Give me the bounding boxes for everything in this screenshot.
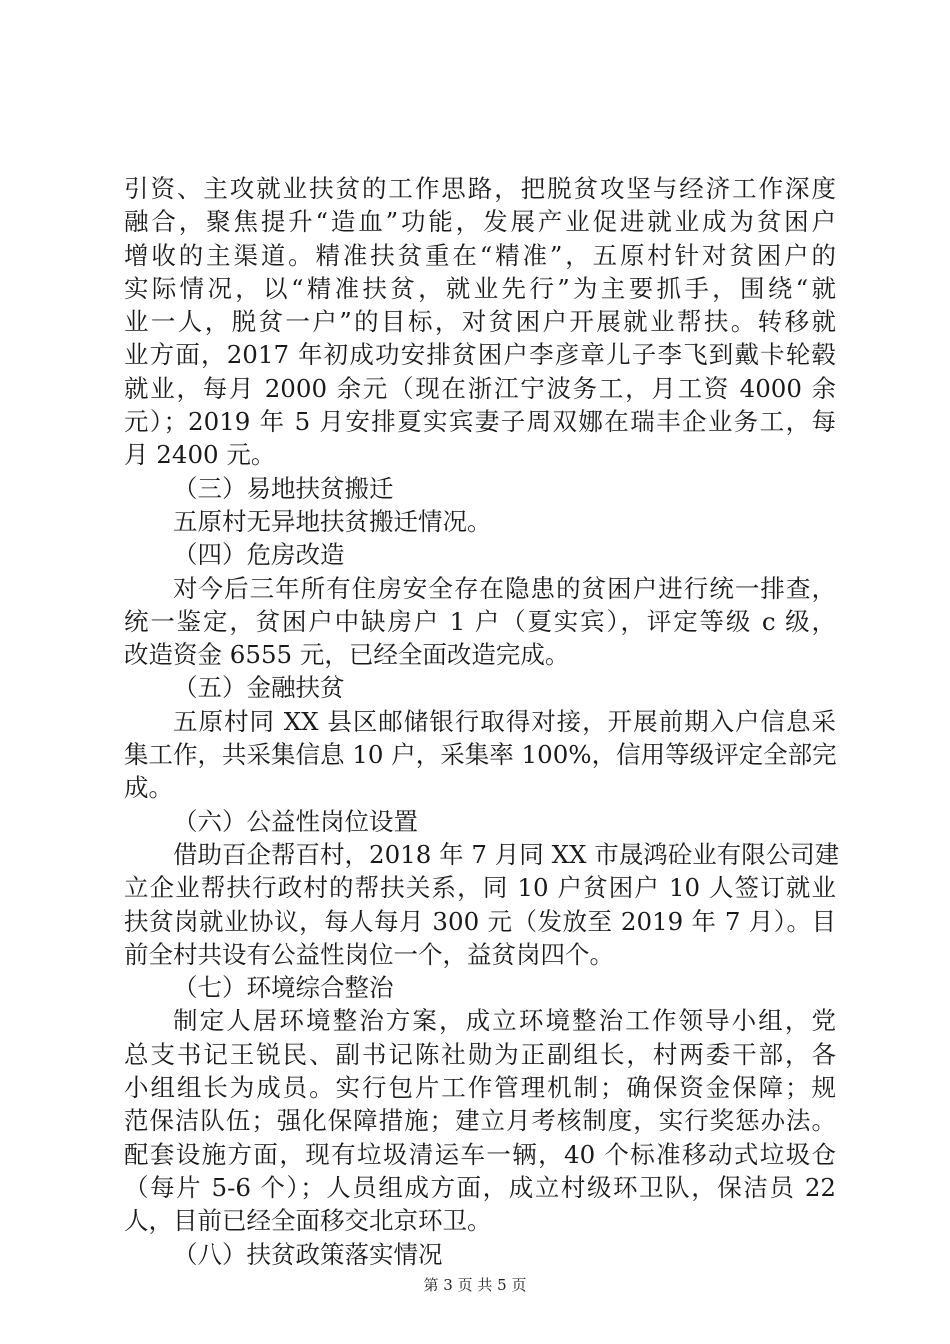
section-heading: （四）危房改造 [173, 540, 345, 570]
section-heading: （六）公益性岗位设置 [173, 806, 418, 836]
paragraph-line: 业一人，脱贫一户”的目标，对贫困户开展就业帮扶。转移就 [124, 307, 836, 337]
paragraph-line: 扶贫岗就业协议，每人每月 300 元（发放至 2019 年 7 月）。目 [124, 906, 836, 936]
paragraph-line: 实际情况，以“精准扶贫，就业先行”为主要抓手，围绕“就 [124, 273, 836, 303]
paragraph-line: 借助百企帮百村，2018 年 7 月同 XX 市晟鸿砼业有限公司建 [173, 839, 840, 869]
paragraph-line: 人，目前已经全面移交北京环卫。 [124, 1206, 492, 1236]
section-heading: （八）扶贫政策落实情况 [173, 1239, 443, 1269]
paragraph-line: 引资、主攻就业扶贫的工作思路，把脱贫攻坚与经济工作深度 [124, 174, 836, 203]
paragraph-line: 五原村同 XX 县区邮储银行取得对接，开展前期入户信息采 [173, 706, 836, 736]
paragraph-line: 前全村共设有公益性岗位一个，益贫岗四个。 [124, 939, 614, 969]
section-heading: （七）环境综合整治 [173, 973, 394, 1003]
paragraph-line: 改造资金 6555 元，已经全面改造完成。 [124, 640, 570, 670]
paragraph-line: 立企业帮扶行政村的帮扶关系，同 10 户贫困户 10 人签订就业 [124, 873, 836, 903]
paragraph-line: 总支书记王锐民、副书记陈社勋为正副组长，村两委干部，各 [124, 1039, 836, 1069]
paragraph-line: 元）；2019 年 5 月安排夏实宾妻子周双娜在瑞丰企业务工，每 [124, 407, 836, 437]
paragraph-line: 配套设施方面，现有垃圾清运车一辆，40 个标准移动式垃圾仓 [124, 1139, 836, 1169]
paragraph-line: （每片 5-6 个）；人员组成方面，成立村级环卫队，保洁员 22 [124, 1172, 836, 1202]
paragraph-line: 就业，每月 2000 余元（现在浙江宁波务工，月工资 4000 余 [124, 373, 836, 403]
section-heading: （五）金融扶贫 [173, 673, 345, 703]
paragraph-line: 业方面，2017 年初成功安排贫困户李彦章儿子李飞到戴卡轮毂 [124, 340, 836, 370]
paragraph-line: 集工作，共采集信息 10 户，采集率 100%，信用等级评定全部完 [124, 740, 837, 770]
paragraph-line: 月 2400 元。 [124, 440, 276, 470]
paragraph-line: 制定人居环境整治方案，成立环境整治工作领导小组，党 [173, 1006, 836, 1036]
paragraph-line: 融合，聚焦提升“造血”功能，发展产业促进就业成为贫困户 [124, 207, 836, 237]
paragraph-line: 统一鉴定，贫困户中缺房户 1 户（夏实宾），评定等级 c 级， [124, 606, 836, 636]
body-text [124, 172, 840, 1271]
paragraph-line: 增收的主渠道。精准扶贫重在“精准”，五原村针对贫困户的 [124, 240, 836, 270]
page-number-footer: 第 3 页 共 5 页 [423, 1276, 527, 1294]
paragraph-line: 对今后三年所有住房安全存在隐患的贫困户进行统一排查， [173, 573, 836, 603]
paragraph-line: 成。 [124, 773, 173, 803]
paragraph-line: 小组组长为成员。实行包片工作管理机制；确保资金保障；规 [124, 1073, 836, 1103]
paragraph-line: 范保洁队伍；强化保障措施；建立月考核制度，实行奖惩办法。 [124, 1106, 836, 1136]
section-heading: （三）易地扶贫搬迁 [173, 473, 394, 503]
paragraph-line: 五原村无异地扶贫搬迁情况。 [173, 506, 492, 536]
